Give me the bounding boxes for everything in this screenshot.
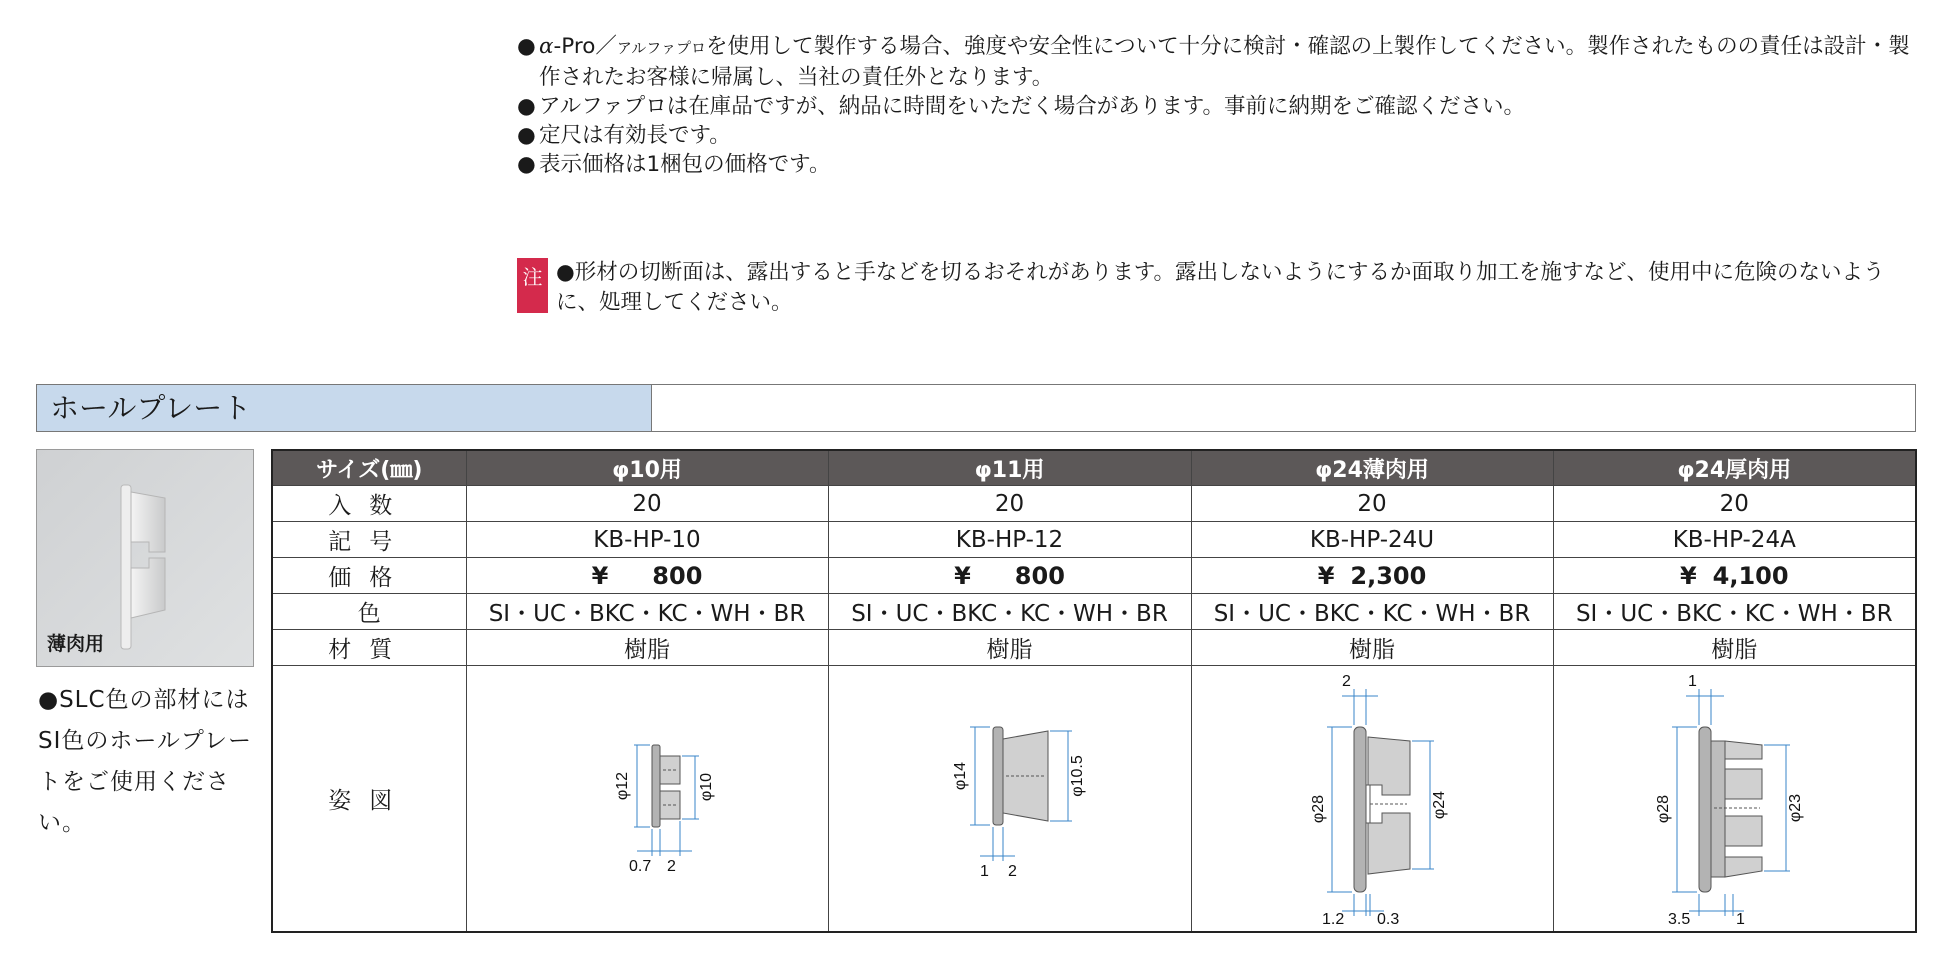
dim-b2: 2 [667,858,676,875]
spec-table [271,449,1917,933]
yen-sign: ¥ [591,561,609,590]
header-col: φ10用 [466,450,828,486]
drawing-phi24-thick [1564,671,1904,926]
note-text: アルファプロは在庫品ですが、納品に時間をいただく場合があります。事前に納期をご確認ください。 [539,94,1525,119]
alpha-symbol: α [539,34,554,59]
note-text: 定尺は有効長です。 [539,123,731,148]
table-row [272,594,1916,630]
note-item [517,92,1927,121]
table-cell: 20 [828,486,1191,522]
table-cell: KB-HP-24A [1553,522,1916,558]
table-cell: 樹脂 [1553,630,1916,666]
price-cell [466,558,828,594]
price-cell [1191,558,1553,594]
note-item [517,150,1927,179]
table-cell: SI・UC・BKC・KC・WH・BR [466,594,828,630]
price-value: 2,300 [1350,561,1427,590]
table-cell: KB-HP-24U [1191,522,1553,558]
notes-block [517,32,1927,179]
table-header-row [272,450,1916,486]
table-cell: 樹脂 [828,630,1191,666]
dim-d2: φ10 [698,772,715,802]
dim-b1: 1.2 [1322,911,1345,926]
table-row [272,486,1916,522]
table-row [272,522,1916,558]
dim-d2: φ10.5 [1068,755,1086,797]
table-row [272,630,1916,666]
side-note: ●SLC色の部材にはSI色のホールプレートをご使用ください。 [38,687,253,836]
table-cell: SI・UC・BKC・KC・WH・BR [1191,594,1553,630]
table-row [272,558,1916,594]
figure-cell [1191,666,1553,933]
table-cell: 20 [466,486,828,522]
yen-sign: ¥ [1317,561,1335,590]
row-label-quantity: 入数 [272,486,466,522]
drawing-phi24-thin [1202,671,1542,926]
figure-cell [828,666,1191,933]
section-header [36,384,1916,432]
dim-b2: 2 [1007,863,1017,880]
figure-cell [466,666,828,933]
price-cell [1553,558,1916,594]
dim-b2: 0.3 [1377,911,1400,926]
note-text: 表示価格は1梱包の価格です。 [539,152,831,177]
note-text: を使用して製作する場合、強度や安全性について十分に検討・確認の上製作してください。製作されたものの責任は設計・製作されたお客様に帰属し、当社の責任外となります。 [539,34,1910,90]
dim-d2: φ23 [1787,793,1805,823]
row-label-price: 価格 [272,558,466,594]
dim-d2: φ24 [1431,790,1448,820]
brand-kana: アルファプロ [616,39,707,57]
photo-caption: 薄肉用 [47,633,105,655]
table-cell: KB-HP-12 [828,522,1191,558]
dim-d1: φ12 [614,771,631,801]
row-label-color: 色 [272,594,466,630]
table-cell: 樹脂 [1191,630,1553,666]
dim-top: 1 [1688,673,1698,690]
dim-d1: φ28 [1310,794,1327,824]
bullet: ● [517,34,536,59]
dim-b1: 1 [979,863,989,880]
yen-sign: ¥ [954,561,971,590]
bullet: ● [517,123,536,148]
figure-cell [1553,666,1916,933]
section-title: ホールプレート [37,385,652,431]
table-cell: 樹脂 [466,630,828,666]
header-size: サイズ(㎜) [272,450,466,486]
caution-badge: 注 [517,258,548,313]
header-col: φ24厚肉用 [1553,450,1916,486]
dim-b2: 1 [1736,911,1746,926]
caution-block [517,258,1927,318]
row-label-figure: 姿図 [272,666,466,933]
bullet: ● [517,94,536,119]
price-value: 4,100 [1712,561,1789,590]
header-col: φ11用 [828,450,1191,486]
table-cell: SI・UC・BKC・KC・WH・BR [828,594,1191,630]
table-cell: 20 [1191,486,1553,522]
bullet: ● [517,152,536,177]
note-item [517,121,1927,150]
figure-row [272,666,1916,933]
header-col: φ24薄肉用 [1191,450,1553,486]
price-value: 800 [1014,561,1065,590]
brand-pro: -Pro／ [553,34,617,59]
dim-b1: 0.7 [629,858,652,875]
caution-text: ●形材の切断面は、露出すると手などを切るおそれがあります。露出しないようにするか面取り加工を施すなど、使用中に危険のないように、処理してください。 [556,260,1885,315]
dim-b1: 3.5 [1668,911,1691,926]
dim-top: 2 [1342,673,1351,690]
price-cell [828,558,1191,594]
product-photo [36,449,254,667]
dim-d1: φ14 [951,761,969,791]
row-label-material: 材質 [272,630,466,666]
row-label-code: 記号 [272,522,466,558]
note-item [517,32,1927,92]
table-cell: SI・UC・BKC・KC・WH・BR [1553,594,1916,630]
price-value: 800 [652,561,703,590]
table-cell: KB-HP-10 [466,522,828,558]
drawing-phi10 [477,671,817,926]
yen-sign: ¥ [1679,561,1697,590]
table-cell: 20 [1553,486,1916,522]
dim-d1: φ28 [1655,794,1673,824]
drawing-phi11 [840,671,1180,926]
